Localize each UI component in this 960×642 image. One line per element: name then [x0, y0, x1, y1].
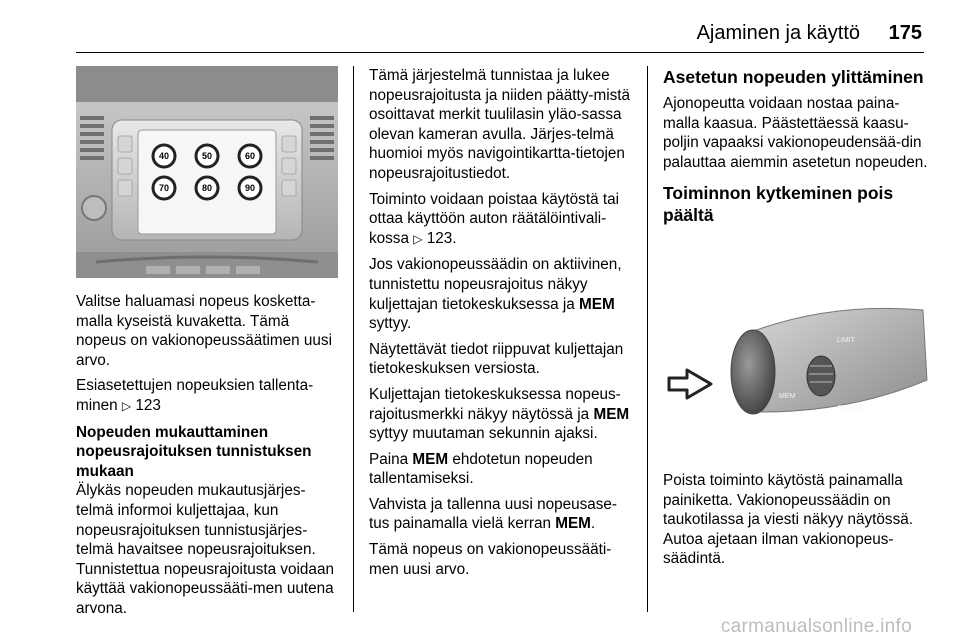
paragraph: Näytettävät tiedot riippuvat kuljettajan tietokeskuksen versiosta.	[369, 340, 624, 378]
paragraph	[369, 495, 633, 534]
page-ref-icon: ▷	[413, 231, 423, 246]
speed-sign-80[interactable]	[196, 177, 218, 199]
paragraph: Älykäs nopeuden mukautusjärjes-telmä informoi kuljettajaa, kun nopeusrajoituksen tunnistusjärjes-telmä havaitsee nopeusrajoituksen. Tunnistettua nopeusrajoitusta voidaan käyttää vakionopeussääti-men uutena arvona.	[76, 482, 334, 617]
middle-column	[369, 66, 633, 585]
press-arrow-icon	[669, 370, 711, 398]
left-column	[76, 292, 338, 625]
speed-sign-label: 40	[158, 151, 170, 161]
paragraph: Tämä järjestelmä tunnistaa ja lukee nopeusrajoitusta ja niiden päätty-mistä osoittavat merkit tuulilasin yläo-sassa olevan kameran avulla. Järjes-telmä huomioi myös navigointikartta-tietojen nopeusrajoitustiedot.	[369, 67, 631, 182]
speed-sign-60[interactable]	[239, 145, 261, 167]
mem-label: MEM	[412, 450, 449, 468]
column-divider	[353, 66, 354, 612]
paragraph: Valitse haluamasi nopeus kosketta-malla kyseistä kuvaketta. Tämä nopeus on vakionopeussäätimen uusi arvo.	[76, 293, 332, 369]
page-number: 175	[888, 22, 922, 44]
paragraph	[76, 376, 338, 416]
paragraph	[369, 385, 633, 444]
paragraph: Poista toiminto käytöstä painamalla painiketta. Vakionopeussäädin on taukotilassa ja viesti näkyy näytössä. Autoa ajetaan ilman vakionopeus-säädintä.	[663, 472, 913, 568]
paragraph: Ajonopeutta voidaan nostaa paina-malla kaasua. Päästettäessä kaasu-poljin vapaaksi vakionopeudensää-din palauttaa aiemmin asetetun nopeuden.	[663, 95, 928, 171]
column-divider	[647, 66, 648, 612]
paragraph-text: Toiminto voidaan poistaa käytöstä tai ottaa käyttöön auton räätälöintivali-kossa	[369, 190, 619, 247]
speed-sign-label: 80	[201, 183, 213, 193]
page-ref-icon: ▷	[121, 398, 132, 413]
paragraph-text: Paina	[369, 450, 413, 468]
paragraph-text: syttyy muutaman sekunnin ajaksi.	[369, 425, 598, 443]
cruise-label: CRUISE	[837, 405, 864, 412]
paragraph-text: ehdotetun nopeuden tallentamiseksi.	[369, 450, 593, 488]
speed-sign-90[interactable]	[239, 177, 261, 199]
speed-selection-screen-figure	[76, 66, 338, 278]
watermark: carmanualsonline.info	[720, 616, 912, 637]
mem-label: MEM	[779, 393, 796, 400]
paragraph-text: .	[590, 515, 596, 533]
paragraph-text: syttyy.	[369, 315, 412, 333]
speed-sign-label: 90	[244, 183, 256, 193]
speed-sign-70[interactable]	[153, 177, 175, 199]
mem-label: MEM	[579, 295, 615, 313]
paragraph-text: Esiasetettujen nopeuksien tallenta-minen	[76, 377, 314, 414]
page-title: Ajaminen ja käyttö	[696, 22, 860, 44]
paragraph-text: Kuljettajan tietokeskuksessa nopeus-rajoitusmerkki näkyy näytössä ja	[369, 385, 621, 423]
mem-label: MEM	[555, 515, 591, 533]
section-heading: Toiminnon kytkeminen pois päältä	[663, 183, 894, 226]
paragraph	[369, 190, 633, 250]
header-rule	[76, 52, 924, 53]
speed-sign-50[interactable]	[196, 145, 218, 167]
mem-label: MEM	[593, 405, 630, 423]
page-header	[0, 22, 960, 52]
page-ref-link[interactable]: 123	[135, 396, 161, 414]
limit-label: LIMIT	[837, 337, 855, 344]
paragraph-text: Vahvista ja tallenna uusi nopeusase-tus painamalla vielä kerran	[369, 495, 618, 533]
paragraph: Tämä nopeus on vakionopeussääti-men uusi arvo.	[369, 541, 612, 578]
right-column	[663, 66, 931, 232]
section-heading: Nopeuden mukauttaminen nopeusrajoituksen tunnistuksen mukaan	[76, 423, 312, 480]
speed-sign-label: 70	[158, 183, 170, 193]
paragraph-text: Jos vakionopeussäädin on aktiivinen, tunnistettu nopeusrajoitus näkyy kuljettajan tietokeskuksessa ja	[369, 256, 622, 313]
paragraph	[369, 450, 633, 489]
section-heading: Asetetun nopeuden ylittäminen	[663, 67, 924, 87]
speed-sign-40[interactable]	[153, 145, 175, 167]
page-ref-link[interactable]: 123.	[426, 229, 457, 247]
right-column-bottom	[663, 471, 931, 575]
speed-sign-label: 50	[201, 151, 213, 161]
speed-sign-label: 60	[244, 151, 256, 161]
cruise-control-stalk-figure	[661, 284, 931, 460]
paragraph	[369, 255, 633, 333]
